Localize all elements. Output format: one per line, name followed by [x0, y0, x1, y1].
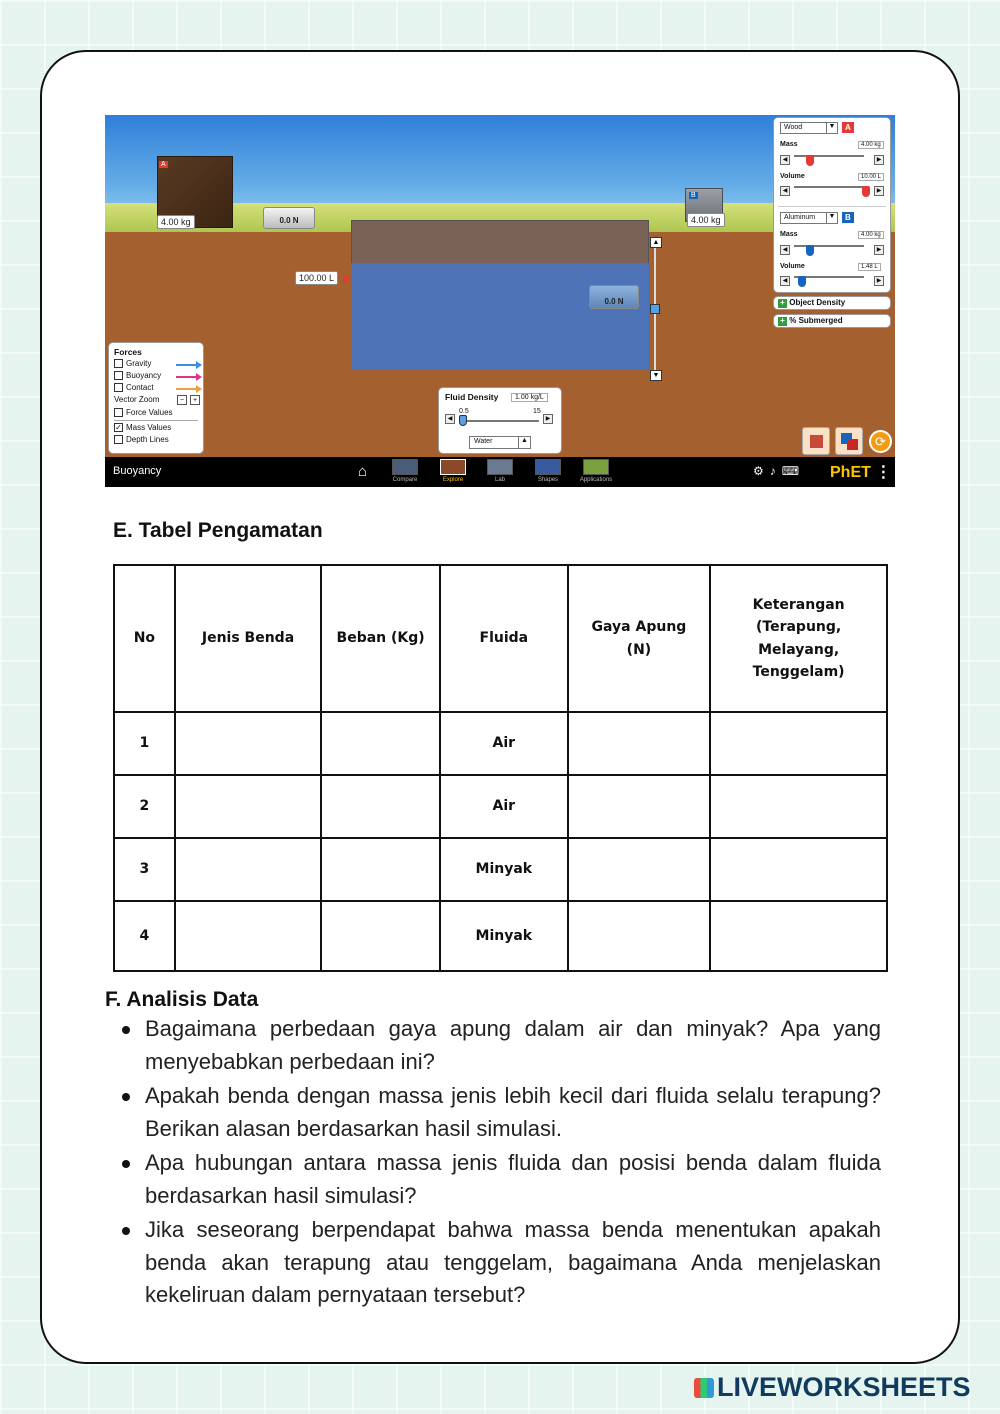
mass-b-track	[794, 245, 864, 247]
sound-icon[interactable]: ♪	[769, 464, 782, 478]
list-item: Bagaimana perbedaan gaya apung dalam air dan minyak? Apa yang menyebabkan perbedaan ini?	[113, 1013, 881, 1078]
row-4-keterangan[interactable]	[710, 901, 887, 971]
reset-button[interactable]	[869, 430, 892, 453]
row-2-jenis-benda[interactable]	[175, 775, 321, 838]
mass-a-decrease[interactable]: ◀	[780, 155, 790, 165]
mass-values-row[interactable]	[114, 423, 198, 435]
volume-b-thumb[interactable]	[798, 276, 806, 287]
fluid-density-panel	[438, 387, 562, 454]
row-1-fluida: Air	[440, 712, 568, 775]
row-3-beban[interactable]	[321, 838, 440, 901]
section-e-title: E. Tabel Pengamatan	[113, 519, 323, 542]
pool-water	[351, 263, 649, 370]
gear-icon[interactable]: ⚙	[753, 464, 770, 478]
depth-lines-label: Depth Lines	[126, 435, 169, 444]
tab-lab-label: Lab	[494, 477, 505, 483]
gravity-arrow-icon	[176, 364, 198, 366]
two-blocks-button[interactable]	[835, 427, 863, 455]
row-1-no: 1	[114, 712, 175, 775]
row-3-no: 3	[114, 838, 175, 901]
scale-left-reading: 0.0 N	[279, 216, 299, 225]
material-b-select[interactable]	[780, 212, 838, 224]
row-3-gaya-apung[interactable]	[568, 838, 711, 901]
check-icon: ✓	[115, 423, 122, 433]
volume-b-decrease[interactable]: ◀	[780, 276, 790, 286]
mass-values-label: Mass Values	[126, 423, 172, 432]
mass-a-thumb[interactable]	[806, 155, 814, 166]
row-4-beban[interactable]	[321, 901, 440, 971]
volume-b-value: 1.48 L	[858, 263, 881, 271]
observation-table	[113, 564, 888, 972]
submerged-label: % Submerged	[789, 316, 843, 325]
depth-lines-row[interactable]	[114, 435, 198, 447]
block-a-letter: A	[161, 161, 166, 168]
fluid-slider-thumb[interactable]	[459, 415, 467, 426]
tab-compare-label: Compare	[392, 477, 418, 483]
zoom-in-button[interactable]: +	[190, 395, 200, 405]
gravity-label: Gravity	[126, 359, 152, 368]
object-density-label: Object Density	[789, 298, 846, 307]
row-1-beban[interactable]	[321, 712, 440, 775]
material-a-value: Wood	[784, 124, 803, 131]
pool-volume-label: 100.00 L	[295, 271, 338, 285]
table-row	[114, 901, 887, 971]
fluid-select[interactable]	[469, 436, 531, 449]
fluid-density-title: Fluid Density	[445, 392, 499, 402]
row-4-gaya-apung[interactable]	[568, 901, 711, 971]
row-2-beban[interactable]	[321, 775, 440, 838]
tab-explore[interactable]	[436, 459, 470, 483]
material-b-value: Aluminum	[784, 214, 816, 221]
mass-a-label: Mass	[780, 141, 798, 148]
forces-title: Forces	[114, 347, 142, 357]
nav-utility-icons	[753, 464, 805, 478]
row-1-gaya-apung[interactable]	[568, 712, 711, 775]
volume-a-decrease[interactable]: ◀	[780, 186, 790, 196]
mass-b-decrease[interactable]: ◀	[780, 245, 790, 255]
zoom-out-button[interactable]: −	[177, 395, 187, 405]
contact-arrow-icon	[176, 388, 198, 390]
header-keterangan: Keterangan (Terapung, Melayang, Tenggelam)	[710, 565, 887, 712]
fluid-max-label: 15	[533, 408, 541, 415]
scale-pool	[589, 285, 639, 309]
plus-icon: +	[778, 317, 787, 326]
chevron-down-icon: ▼	[826, 213, 837, 223]
navigation-bar	[105, 457, 895, 487]
table-row	[114, 775, 887, 838]
contact-row[interactable]	[114, 383, 198, 395]
fluid-min-label: 0.5	[459, 408, 469, 415]
brand-text: LIVEWORKSHEETS	[717, 1372, 971, 1402]
list-item: Apa hubungan antara massa jenis fluida dan posisi benda dalam fluida berdasarkan hasil simulasi?	[113, 1147, 881, 1212]
buoyancy-simulation	[105, 115, 895, 487]
single-block-button[interactable]	[802, 427, 830, 455]
pool-volume-arrow	[343, 274, 351, 284]
row-1-jenis-benda[interactable]	[175, 712, 321, 775]
material-panel	[773, 117, 891, 293]
row-3-keterangan[interactable]	[710, 838, 887, 901]
row-2-fluida: Air	[440, 775, 568, 838]
volume-b-increase[interactable]: ▶	[874, 276, 884, 286]
phet-logo-text: PhET	[830, 464, 871, 481]
scale-pool-reading: 0.0 N	[604, 297, 624, 306]
list-item: Jika seseorang berpendapat bahwa massa benda menentukan apakah benda akan terapung atau tenggelam, bagaimana Anda menjelaskan kekeliruan dalam pernyataan tersebut?	[113, 1214, 881, 1312]
pool-level-handle[interactable]	[650, 304, 660, 314]
force-values-row[interactable]	[114, 408, 198, 421]
volume-a-value: 10.00 L	[858, 173, 884, 181]
fluid-select-value: Water	[474, 438, 493, 445]
volume-a-label: Volume	[780, 173, 805, 180]
block-a-mass-label: 4.00 kg	[157, 215, 195, 229]
vector-zoom-row	[114, 395, 198, 408]
analysis-questions	[113, 1013, 881, 1314]
liveworksheets-logo	[694, 1372, 971, 1403]
pool-level-up-button[interactable]: ▲	[650, 237, 662, 248]
mass-b-label: Mass	[780, 231, 798, 238]
fluid-increase-button[interactable]: ▶	[543, 414, 553, 424]
list-item: Apakah benda dengan massa jenis lebih kecil dari fluida selalu terapung? Berikan alasan berdasarkan hasil simulasi.	[113, 1080, 881, 1145]
header-beban: Beban (Kg)	[321, 565, 440, 712]
plus-icon: +	[778, 299, 787, 308]
fluid-decrease-button[interactable]: ◀	[445, 414, 455, 424]
header-no: No	[114, 565, 175, 712]
row-4-jenis-benda[interactable]	[175, 901, 321, 971]
row-1-keterangan[interactable]	[710, 712, 887, 775]
mass-a-increase[interactable]: ▶	[874, 155, 884, 165]
panel-divider	[778, 206, 886, 207]
header-gaya-apung: Gaya Apung (N)	[568, 565, 711, 712]
table-row	[114, 838, 887, 901]
tab-shapes-label: Shapes	[537, 477, 559, 483]
block-icon	[810, 435, 823, 448]
table-row	[114, 712, 887, 775]
row-2-no: 2	[114, 775, 175, 838]
tab-applications-label: Applications	[579, 477, 613, 483]
mass-b-thumb[interactable]	[806, 245, 814, 256]
buoyancy-row[interactable]	[114, 371, 198, 383]
row-2-gaya-apung[interactable]	[568, 775, 711, 838]
row-3-jenis-benda[interactable]	[175, 838, 321, 901]
phet-logo[interactable]: PhET ⋮	[830, 464, 892, 481]
block-b-letter: B	[691, 192, 696, 199]
block-b-mass-label: 4.00 kg	[687, 213, 725, 227]
chevron-up-icon: ▲	[518, 437, 530, 448]
blocks-icon-red	[847, 439, 858, 450]
header-jenis-benda: Jenis Benda	[175, 565, 321, 712]
liveworksheets-icon	[694, 1378, 714, 1398]
header-fluida: Fluida	[440, 565, 568, 712]
row-2-keterangan[interactable]	[710, 775, 887, 838]
submerged-toggle[interactable]	[773, 314, 891, 328]
app-title: Buoyancy	[113, 465, 162, 477]
fluid-slider-track	[459, 420, 539, 422]
tab-lab[interactable]	[483, 459, 517, 483]
fluid-density-value: 1.00 kg/L	[511, 393, 548, 402]
row-4-fluida: Minyak	[440, 901, 568, 971]
mass-b-increase[interactable]: ▶	[874, 245, 884, 255]
mass-a-value: 4.00 kg	[858, 141, 884, 149]
forces-panel	[108, 342, 204, 454]
section-f-title: F. Analisis Data	[105, 988, 259, 1011]
tab-explore-label: Explore	[442, 477, 464, 483]
force-values-label: Force Values	[126, 408, 173, 417]
volume-a-thumb[interactable]	[862, 186, 870, 197]
buoyancy-arrow-icon	[176, 376, 198, 378]
tab-applications[interactable]	[578, 459, 614, 483]
table-header-row	[114, 565, 887, 712]
tab-shapes[interactable]	[531, 459, 565, 483]
material-a-select[interactable]	[780, 122, 838, 134]
volume-a-increase[interactable]: ▶	[874, 186, 884, 196]
mass-a-track	[794, 155, 864, 157]
vector-zoom-label: Vector Zoom	[114, 395, 160, 404]
volume-a-track	[794, 186, 864, 188]
row-4-no: 4	[114, 901, 175, 971]
mass-b-value: 4.00 kg	[858, 231, 884, 239]
tab-compare[interactable]	[388, 459, 422, 483]
material-b-badge: B	[842, 212, 854, 223]
pool-level-down-button[interactable]: ▼	[650, 370, 662, 381]
volume-b-label: Volume	[780, 263, 805, 270]
chevron-down-icon: ▼	[826, 123, 837, 133]
reset-icon: ⟳	[875, 434, 886, 449]
material-a-badge: A	[842, 122, 854, 133]
contact-label: Contact	[126, 383, 154, 392]
gravity-row[interactable]	[114, 359, 198, 371]
home-icon[interactable]: ⌂	[358, 463, 368, 480]
object-density-toggle[interactable]	[773, 296, 891, 310]
keyboard-icon[interactable]: ⌨	[781, 464, 806, 478]
buoyancy-label: Buoyancy	[126, 371, 162, 380]
scale-left	[263, 207, 315, 229]
row-3-fluida: Minyak	[440, 838, 568, 901]
